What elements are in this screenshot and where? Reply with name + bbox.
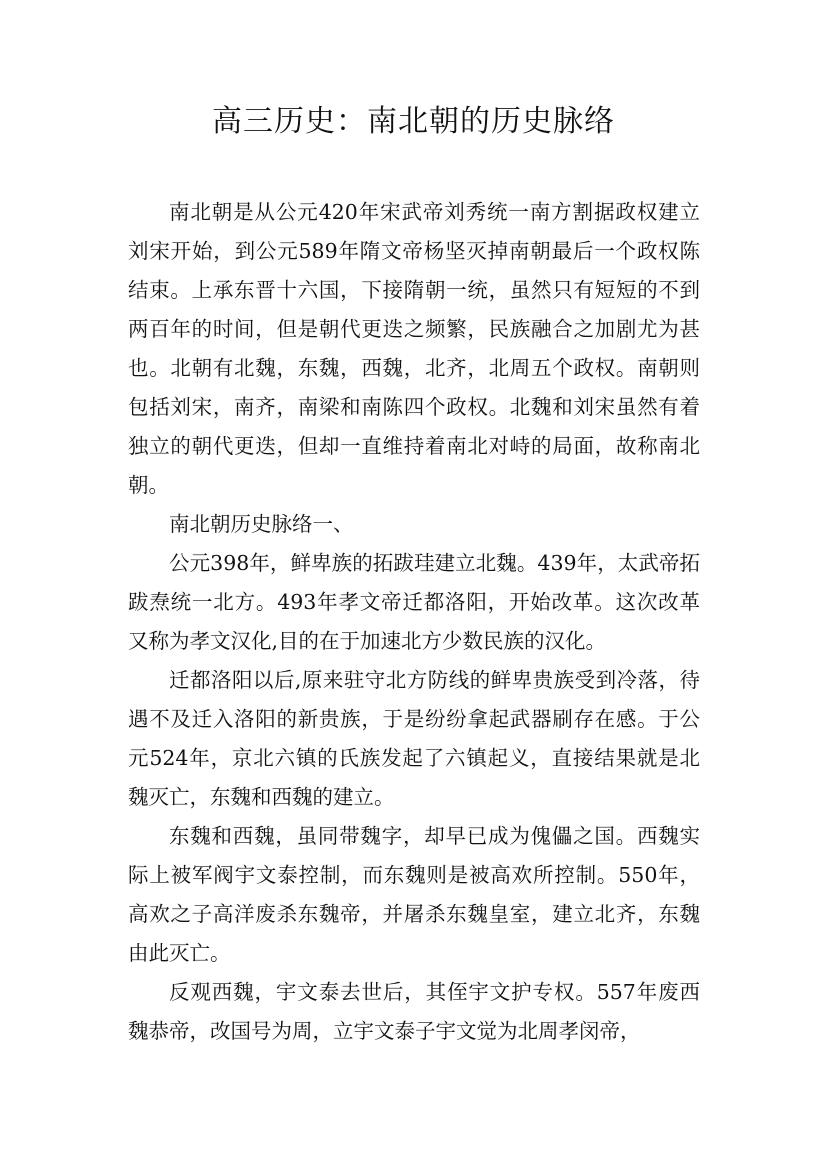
paragraph-east-west-wei: 东魏和西魏，虽同带魏字，却早已成为傀儡之国。西魏实际上被军阀宇文泰控制，而东魏则是被高欢所控制。550年，高欢之子高洋废杀东魏帝，并屠杀东魏皇室，建立北齐，东魏由此灭亡。 bbox=[128, 824, 700, 965]
document-body bbox=[128, 193, 700, 1051]
paragraph-northern-wei: 公元398年，鲜卑族的拓跋珪建立北魏。439年，太武帝拓跋焘统一北方。493年孝文帝迁都洛阳，开始改革。这次改革又称为孝文汉化,目的在于加速北方少数民族的汉化。 bbox=[128, 551, 700, 653]
document-title: 高三历史：南北朝的历史脉络 bbox=[212, 104, 615, 139]
paragraph-western-wei: 反观西魏，宇文泰去世后，其侄宇文护专权。557年废西魏恭帝，改国号为周，立宇文泰子宇文觉为北周孝闵帝， bbox=[128, 980, 700, 1043]
paragraph-intro: 南北朝是从公元420年宋武帝刘秀统一南方割据政权建立刘宋开始，到公元589年隋文帝杨坚灭掉南朝最后一个政权陈结束。上承东晋十六国，下接隋朝一统，虽然只有短短的不到两百年的时间，但是朝代更迭之频繁，民族融合之加剧尤为甚也。北朝有北魏，东魏，西魏，北齐，北周五个政权。南朝则包括刘宋，南齐，南梁和南陈四个政权。北魏和刘宋虽然有着独立的朝代更迭，但却一直维持着南北对峙的局面，故称南北朝。 bbox=[128, 200, 700, 497]
section-heading: 南北朝历史脉络一、 bbox=[169, 512, 354, 536]
paragraph-six-garrisons: 迁都洛阳以后,原来驻守北方防线的鲜卑贵族受到冷落，待遇不及迁入洛阳的新贵族，于是纷纷拿起武器刷存在感。于公元524年，京北六镇的氏族发起了六镇起义，直接结果就是北魏灭亡，东魏和西魏的建立。 bbox=[128, 668, 700, 809]
